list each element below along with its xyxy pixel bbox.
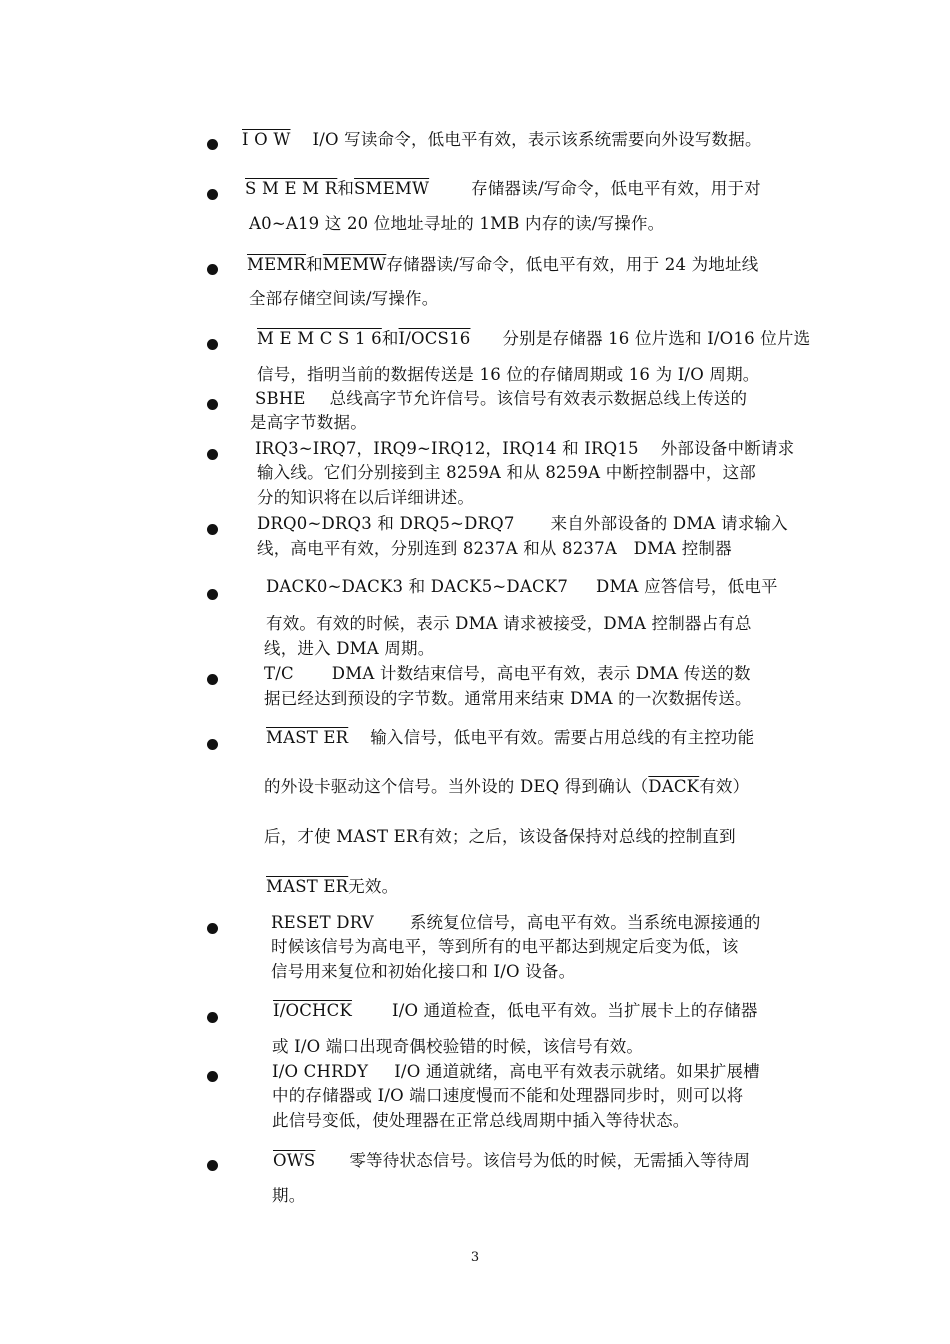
signal-description-cont: 是高字节数据。: [250, 413, 367, 432]
page-number: 3: [470, 1250, 480, 1265]
signal-description-cont: 期。: [272, 1186, 306, 1205]
signal-description: 存储器读/写命令，低电平有效，用于对: [471, 179, 761, 198]
bullet-icon: [207, 339, 218, 350]
bullet-icon: [207, 189, 218, 200]
bullet-icon: [207, 923, 218, 934]
signal-description-cont: 有效。有效的时候，表示 DMA 请求被接受，DMA 控制器占有总: [266, 614, 752, 633]
signal-name: $\overline{OWS}$: [273, 1151, 316, 1170]
bullet-icon: [207, 1012, 218, 1023]
signal-description-cont: 线，高电平有效，分别连到 8237A 和从 8237A DMA 控制器: [257, 539, 732, 558]
signal-description: 零等待状态信号。该信号为低的时候，无需插入等待周: [349, 1151, 751, 1170]
bullet-icon: [207, 139, 218, 150]
signal-joiner: 和: [337, 179, 355, 198]
signal-description: DMA 计数结束信号，高电平有效，表示 DMA 传送的数: [331, 664, 751, 683]
signal-name: DACK0~DACK3 和 DACK5~DACK7: [266, 577, 569, 596]
signal-description-cont: 此信号变低，使处理器在正常总线周期中插入等待状态。: [272, 1111, 690, 1130]
signal-description: 分别是存储器 16 位片选和 I/O16 位片选: [502, 329, 811, 348]
signal-name: T/C: [264, 664, 294, 683]
signal-description: 输入信号，低电平有效。需要占用总线的有主控功能: [370, 728, 755, 747]
signal-name: S M E M R: [245, 179, 338, 198]
bullet-icon: [207, 449, 218, 460]
signal-description-cont: 线，进入 DMA 周期。: [264, 639, 435, 658]
signal-description-cont: 的外设卡驱动这个信号。当外设的 DEQ 得到确认（: [264, 777, 649, 796]
signal-description-cont: 时候该信号为高电平，等到所有的电平都达到规定后变为低，该: [271, 937, 739, 956]
signal-description-cont: A0~A19 这 20 位地址寻址的 1MB 内存的读/写操作。: [249, 214, 665, 233]
bullet-icon: [207, 589, 218, 600]
signal-description-tail: 有效）: [699, 777, 750, 796]
signal-description-cont: 分的知识将在以后详细讲述。: [257, 488, 475, 507]
signal-description: 系统复位信号，高电平有效。当系统电源接通的: [409, 913, 761, 932]
signal-description-cont: 中的存储器或 I/O 端口速度慢而不能和处理器同步时，则可以将: [272, 1086, 744, 1105]
bullet-icon: [207, 524, 218, 535]
signal-name-master: MAST ER: [266, 877, 349, 896]
signal-description-cont: 信号，指明当前的数据传送是 16 位的存储周期或 16 为 I/O 周期。: [257, 365, 760, 384]
signal-name: I/OCHCK: [273, 1001, 352, 1020]
signal-name: I/O CHRDY: [272, 1062, 369, 1081]
signal-name: IRQ3~IRQ7，IRQ9~IRQ12，IRQ14 和 IRQ15: [255, 439, 639, 458]
signal-description: 外部设备中断请求: [660, 439, 795, 458]
bullet-icon: [207, 1160, 218, 1171]
signal-name: MEMR: [247, 255, 307, 274]
signal-name-2: SMEMW: [354, 179, 430, 198]
bullet-icon: [207, 739, 218, 750]
signal-joiner: 和: [381, 329, 399, 348]
bullet-icon: [207, 399, 218, 410]
bullet-icon: [207, 674, 218, 685]
bullet-icon: [207, 1071, 218, 1082]
signal-name-2: I/OCS16: [398, 329, 471, 348]
signal-name: I O W: [242, 130, 291, 149]
signal-description-cont: 信号用来复位和初始化接口和 I/O 设备。: [271, 962, 576, 981]
signal-joiner: 和: [306, 255, 323, 274]
signal-name: M E M C S 1 6: [257, 329, 382, 348]
signal-name: RESET DRV: [271, 913, 374, 932]
signal-description: I/O 写读命令，低电平有效，表示该系统需要向外设写数据。: [312, 130, 762, 149]
signal-description: 总线高字节允许信号。该信号有效表示数据总线上传送的: [329, 389, 748, 408]
signal-description-cont: 后，才使 MAST ER有效；之后，该设备保持对总线的控制直到: [264, 827, 736, 846]
signal-name: SBHE: [255, 389, 306, 408]
signal-description-cont: 全部存储空间读/写操作。: [249, 289, 439, 308]
signal-description-cont: 或 I/O 端口出现奇偶校验错的时候，该信号有效。: [272, 1037, 644, 1056]
bullet-icon: [207, 264, 218, 275]
signal-name: DRQ0~DRQ3 和 DRQ5~DRQ7: [257, 514, 515, 533]
signal-name: MAST ER: [266, 728, 349, 747]
signal-description-cont: 输入线。它们分别接到主 8259A 和从 8259A 中断控制器中，这部: [257, 463, 756, 482]
signal-description-tail: 无效。: [348, 877, 399, 896]
signal-description: 存储器读/写命令，低电平有效，用于 24 为地址线: [386, 255, 759, 274]
signal-description: I/O 通道检查，低电平有效。当扩展卡上的存储器: [391, 1001, 758, 1020]
signal-description: I/O 通道就绪，高电平有效表示就绪。如果扩展槽: [394, 1062, 760, 1081]
signal-name-2: MEMW: [322, 255, 387, 274]
signal-description: 来自外部设备的 DMA 请求输入: [550, 514, 788, 533]
signal-description-cont: 据已经达到预设的字节数。通常用来结束 DMA 的一次数据传送。: [264, 689, 752, 708]
signal-name-dack: DACK: [648, 777, 700, 796]
signal-description: DMA 应答信号，低电平: [596, 577, 778, 596]
